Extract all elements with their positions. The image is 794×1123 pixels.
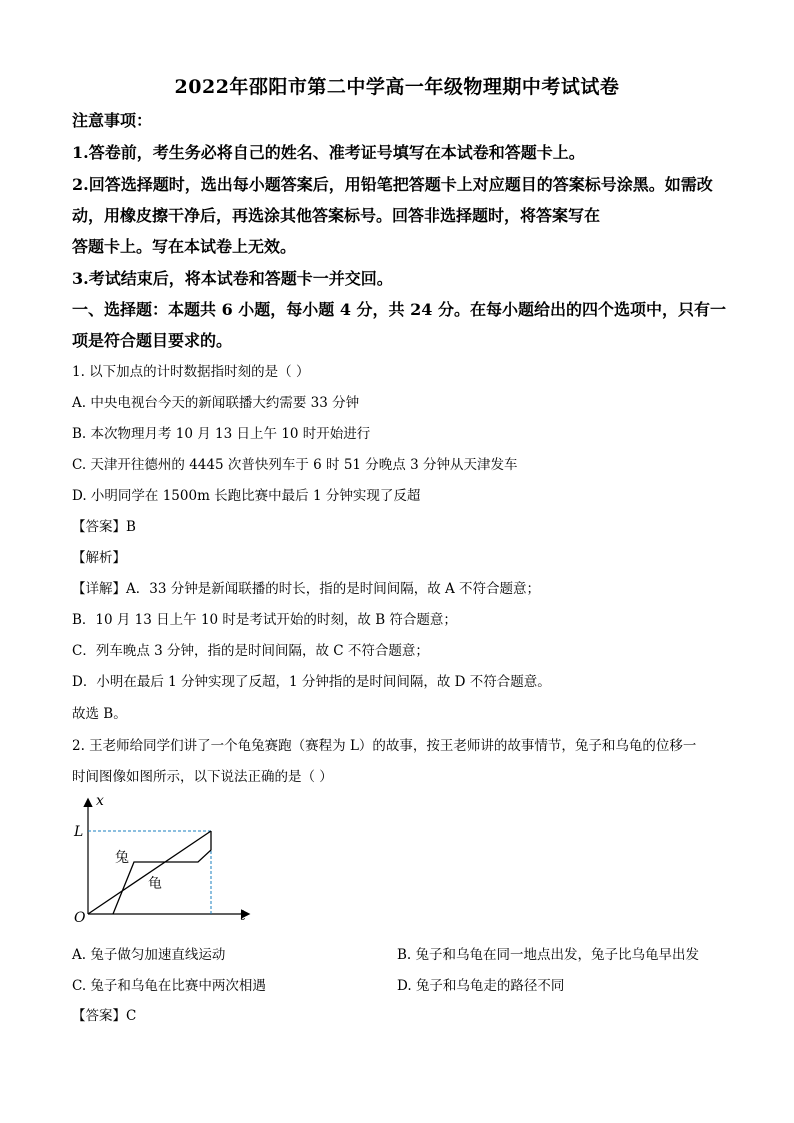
l-label: L: [74, 824, 84, 840]
q1-analysis-label: 【解析】: [72, 550, 126, 566]
turtle-line: [88, 831, 211, 914]
x-axis-label: x: [96, 793, 104, 809]
q1-option-a: A. 中央电视台今天的新闻联播大约需要 33 分钟: [72, 395, 360, 411]
rabbit-label: 兔: [115, 850, 129, 866]
q1-detail-1: 【详解】A．33 分钟是新闻联播的时长，指的是时间间隔，故 A 不符合题意；: [72, 581, 541, 597]
rabbit-line: [113, 831, 211, 914]
notice-item-2-line-2: 动，用橡皮擦干净后，再选涂其他答案标号。回答非选择题时，将答案写在: [72, 206, 601, 225]
q2-answer: 【答案】C: [72, 1008, 137, 1024]
q2-option-d: D. 兔子和乌龟走的路径不同: [397, 978, 565, 994]
q1-conclusion: 故选 B。: [72, 706, 127, 722]
q1-detail-3: C．列车晚点 3 分钟，指的是时间间隔，故 C 不符合题意；: [72, 643, 429, 659]
q2-option-c: C. 兔子和乌龟在比赛中两次相遇: [72, 978, 266, 994]
notice-item-3: 3.考试结束后，将本试卷和答题卡一并交回。: [72, 269, 393, 288]
notice-item-1: 1.答卷前，考生务必将自己的姓名、准考证号填写在本试卷和答题卡上。: [72, 143, 585, 162]
notice-item-2-line-3: 答题卡上。写在本试卷上无效。: [72, 237, 297, 256]
origin-label: O: [74, 910, 86, 925]
notice-heading: 注意事项：: [72, 111, 153, 130]
page-title: 2022年邵阳市第二中学高一年级物理期中考试试卷: [174, 76, 620, 98]
q2-stem-line-2: 时间图像如图所示，以下说法正确的是（ ）: [72, 769, 333, 785]
q1-option-c: C. 天津开往德州的 4445 次普快列车于 6 时 51 分晚点 3 分钟从天津发车: [72, 457, 518, 473]
q1-detail-2: B．10 月 13 日上午 10 时是考试开始的时刻，故 B 符合题意；: [72, 612, 457, 628]
q1-answer: 【答案】B: [72, 519, 136, 535]
notice-item-2-line-1: 2.回答选择题时，选出每小题答案后，用铅笔把答题卡上对应题目的答案标号涂黑。如需改: [72, 175, 713, 194]
section-heading-line-1: 一、选择题：本题共 6 小题，每小题 4 分，共 24 分。在每小题给出的四个选项中，只有一: [72, 300, 726, 319]
q2-stem-line-1: 2. 王老师给同学们讲了一个龟兔赛跑（赛程为 L）的故事，按王老师讲的故事情节，兔子和乌龟的位移一: [72, 738, 697, 754]
q1-stem: 1. 以下加点的计时数据指时刻的是（ ）: [72, 364, 310, 380]
q2-option-b: B. 兔子和乌龟在同一地点出发，兔子比乌龟早出发: [397, 947, 700, 963]
turtle-label: 龟: [148, 876, 162, 892]
q1-option-d: D. 小明同学在 1500m 长跑比赛中最后 1 分钟实现了反超: [72, 488, 421, 504]
q2-option-a: A. 兔子做匀加速直线运动: [72, 947, 226, 963]
t-axis-label: t: [240, 908, 246, 924]
section-heading-line-2: 项是符合题目要求的。: [72, 331, 233, 350]
position-time-graph: [66, 790, 256, 925]
q1-detail-4: D．小明在最后 1 分钟实现了反超，1 分钟指的是时间间隔，故 D 不符合题意。: [72, 674, 551, 690]
q1-option-b: B. 本次物理月考 10 月 13 日上午 10 时开始进行: [72, 426, 371, 442]
